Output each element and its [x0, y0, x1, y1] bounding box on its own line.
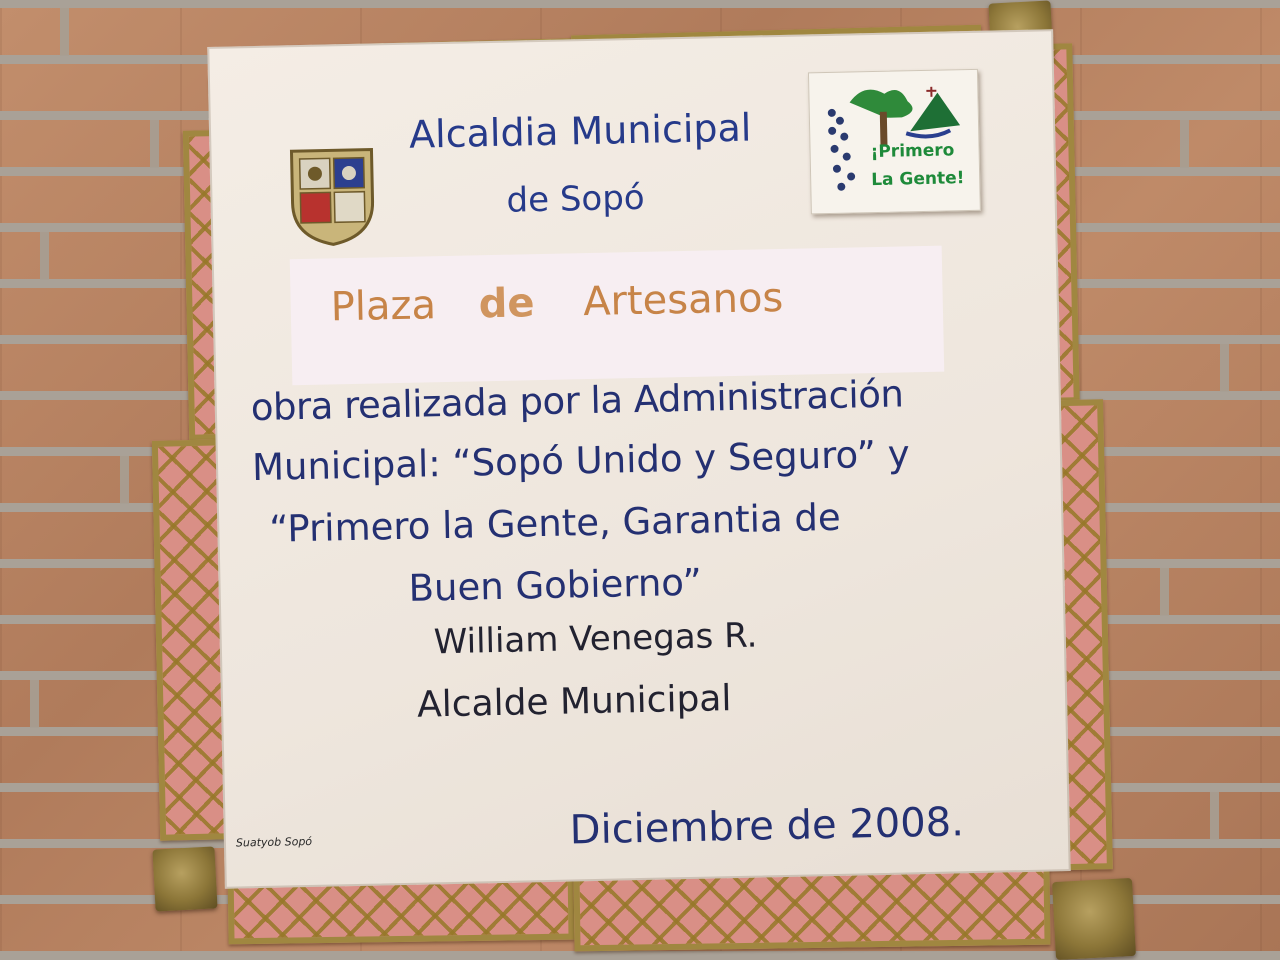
brick-joint	[1180, 120, 1189, 168]
body-line-2: Municipal: “Sopó Unido y Seguro” y	[251, 432, 911, 490]
brick-joint	[120, 456, 129, 504]
mayor-name: William Venegas R.	[433, 615, 758, 663]
maker-signature: Suatyob Sopó	[235, 834, 313, 850]
brick-joint	[40, 232, 49, 280]
mayor-title: Alcalde Municipal	[416, 678, 732, 726]
body-line-1: obra realizada por la Administración	[250, 372, 904, 430]
plaque-tile	[207, 29, 1070, 889]
brick-joint	[1160, 568, 1169, 616]
primero-la-gente-logo	[808, 69, 981, 215]
brick-joint	[150, 120, 159, 168]
body-line-4: Buen Gobierno”	[408, 560, 703, 610]
logo-line-1: ¡Primero	[870, 140, 955, 163]
coat-of-arms-icon	[285, 143, 379, 249]
logo-line-2: La Gente!	[871, 168, 965, 191]
title-line-1: Alcaldia Municipal	[408, 105, 752, 157]
title-line-2: de Sopó	[506, 177, 646, 221]
brick-joint	[1210, 792, 1219, 840]
frame-corner-bottom-right	[1052, 878, 1136, 960]
brick-joint	[60, 8, 69, 56]
brick-joint	[1220, 344, 1229, 392]
plaza-word-3: Artesanos	[582, 274, 784, 326]
frame-corner-bottom-left	[152, 846, 217, 911]
body-line-3: “Primero la Gente, Garantia de	[268, 495, 842, 551]
brick-joint	[30, 680, 39, 728]
plaza-word-2: de	[478, 280, 535, 328]
plaza-title	[330, 275, 783, 330]
plaza-word-1: Plaza	[330, 282, 437, 331]
plaque-date: Diciembre de 2008.	[569, 799, 965, 854]
